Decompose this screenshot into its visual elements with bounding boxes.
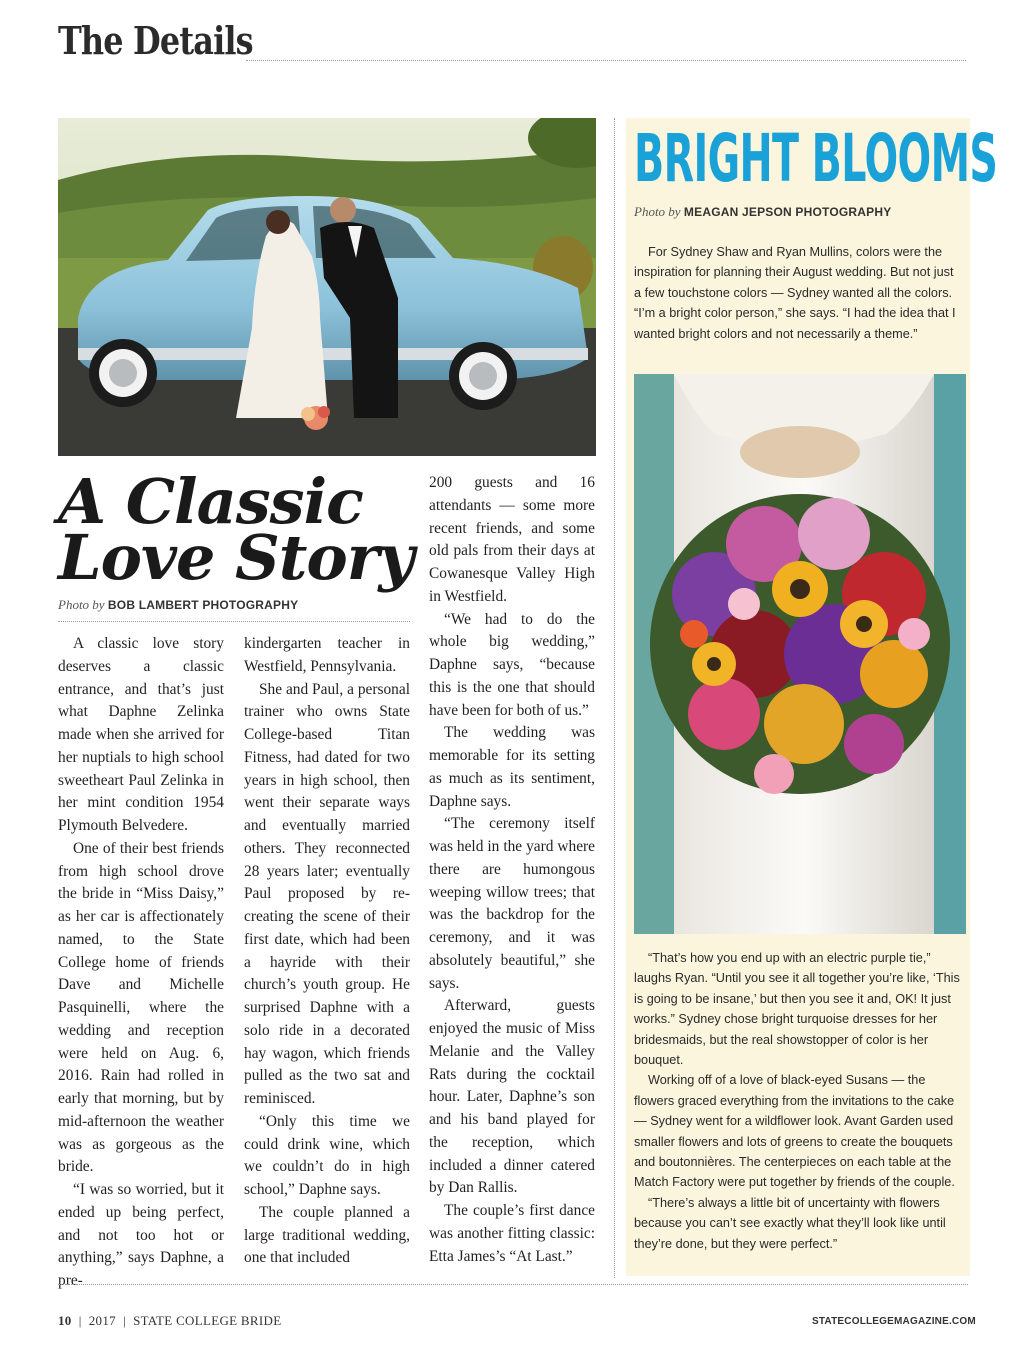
publication-name: STATE COLLEGE BRIDE [133,1313,282,1328]
paragraph: Working off of a love of black-eyed Susans — the flowers graced everything from the invitations to the cake — Sydney went for a wildflower look. Avant Garden used smaller flowers and lots of greens to create the bouquets and boutonnières. The centerpieces on each table at the Match Factory were put together by friends of the couple. [634,1073,955,1190]
paragraph: The couple planned a large traditional wedding, one that included [244,1203,410,1267]
story-column-2 [244,633,410,1270]
paragraph: One of their best friends from high school drove the bride in “Miss Daisy,” as her car is affectionately named, to the State College home of friends Dave and Michelle Pasquinelli, where the wedding and reception were held on Aug. 6, 2016. Rain had rolled in early that morning, but by mid-afternoon the weather was as gorgeous as the bride. [58,839,224,1176]
paragraph: The couple’s first dance was another fitting classic: Etta James’s “At Last.” [429,1202,595,1265]
bouquet-photo [634,374,966,934]
wedding-car-photo [58,118,596,456]
footer-divider [58,1284,968,1285]
page-number: 10 [58,1313,72,1328]
folio-separator: | [78,1313,82,1328]
story-column-1 [58,633,224,1293]
paragraph: “I was so worried, but it ended up being perfect, and not too hot or anything,” says Daphne, a pre- [58,1181,224,1289]
story-photo-credit [58,597,298,613]
paragraph: “Only this time we could drink wine, which we couldn’t do in high school,” Daphne says. [244,1112,410,1198]
paragraph: 200 guests and 16 attendants — some more recent friends, and some old pals from their days at Cowanesque Valley High in Westfield. [429,474,595,605]
paragraph: “There’s always a little bit of uncertainty with flowers because you can’t see exactly what they’ll look like until they’re done, but they were perfect.” [634,1195,946,1251]
issue-year: 2017 [88,1313,116,1328]
column-divider [614,118,615,1278]
story-column-3 [429,472,595,1268]
story-title-line1: A Classic [58,465,363,538]
website-url: STATECOLLEGEMAGAZINE.COM [812,1316,976,1327]
paragraph: “That’s how you end up with an electric purple tie,” laughs Ryan. “Until you see it all together you’re like, ‘This is going to be insane,’ but then you see it and, OK! It just works.” Sydney chose bright turquoise dresses for her bridesmaids, but the real showstopper of color is her bouquet. [634,951,960,1068]
story-title-line2: Love Story [58,521,414,594]
paragraph: kindergarten teacher in Westfield, Pennsylvania. [244,635,410,675]
sidebar-photo-credit [634,204,891,220]
paragraph: “We had to do the whole big wedding,” Daphne says, “because this is the one that should have been for both of us.” [429,610,595,719]
paragraph: A classic love story deserves a classic entrance, and that’s just what Daphne Zelinka made when she arrived for her nuptials to high school sweetheart Paul Zelinka in her mint condition 1954 Plymouth Belvedere. [58,635,224,834]
credit-name: BOB LAMBERT PHOTOGRAPHY [107,598,299,612]
paragraph: For Sydney Shaw and Ryan Mullins, colors were the inspiration for planning their August wedding. But not just a few touchstone colors — Sydney wanted all the colors. “I’m a bright color person,” she says. “I had the idea that I wanted bright colors and not necessarily a theme.” [634,245,956,341]
credit-prefix: Photo by [634,204,681,219]
folio-separator: | [123,1313,126,1328]
section-title: The Details [58,18,253,63]
paragraph: The wedding was memorable for its setting as much as its sentiment, Daphne says. [429,724,595,810]
credit-prefix: Photo by [58,597,105,612]
story-title [58,465,414,594]
footer-folio [58,1313,281,1329]
title-divider [58,621,410,622]
sidebar-title: BRIGHT BLOOMS [634,120,998,197]
sidebar-intro [634,242,962,344]
header-divider [246,60,966,61]
paragraph: Afterward, guests enjoyed the music of Miss Melanie and the Valley Rats during the cocktail hour. Later, Daphne’s son and his band played for the reception, which included a dinner catered by Dan Rallis. [429,997,595,1197]
paragraph: “The ceremony itself was held in the yard where there are humongous weeping willow trees; that was the backdrop for the ceremony, and it was absolutely beautiful,” she says. [429,815,595,992]
credit-name: MEAGAN JEPSON PHOTOGRAPHY [683,205,892,219]
sidebar-body [634,948,966,1254]
paragraph: She and Paul, a personal trainer who owns State College-based Titan Fitness, had dated for two years in high school, then went their separate ways and eventually married others. They reconnected 28 years later; eventually Paul proposed by re-creating the scene of their first date, which had been a hayride with their church’s youth group. He surprised Daphne with a solo ride in a decorated hay wagon, which friends pulled as the two sat and reminisced. [244,680,410,1107]
